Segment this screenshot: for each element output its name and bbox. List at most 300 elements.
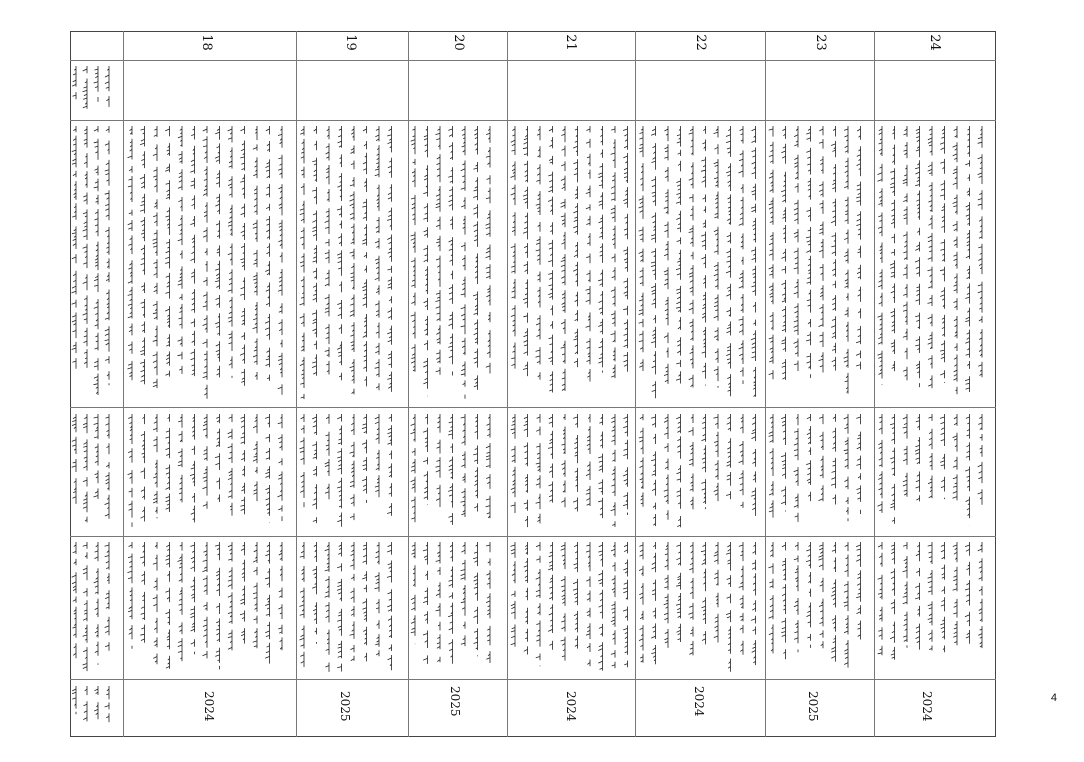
script-word	[253, 583, 257, 612]
script-word	[624, 661, 627, 668]
script-word	[375, 475, 379, 497]
script-word	[351, 263, 355, 290]
script-word	[714, 159, 718, 188]
script-word	[690, 345, 693, 368]
script-word	[72, 414, 76, 432]
script-word	[664, 189, 668, 214]
script-word	[940, 180, 944, 200]
script-word	[831, 635, 835, 661]
script-word	[106, 126, 109, 133]
script-word	[727, 194, 730, 224]
script-word	[561, 161, 565, 171]
script-word	[856, 351, 861, 359]
script-word	[928, 126, 932, 156]
script-word	[561, 254, 565, 285]
script-word	[216, 603, 219, 614]
script-word	[375, 145, 379, 177]
script-word	[857, 432, 861, 451]
script-word	[587, 426, 590, 454]
script-word	[689, 162, 693, 188]
script-word	[819, 139, 823, 149]
script-word	[562, 460, 566, 476]
script-word	[703, 126, 705, 134]
script-word	[740, 414, 743, 433]
script-word	[325, 347, 329, 357]
script-word	[267, 141, 270, 152]
script-word	[794, 620, 798, 643]
script-word	[128, 220, 132, 231]
script-word	[179, 431, 183, 442]
script-word	[241, 204, 245, 218]
script-word	[598, 542, 602, 567]
script-word	[664, 364, 668, 384]
script-word	[586, 338, 590, 364]
script-word	[337, 448, 341, 474]
script-word	[424, 126, 428, 157]
script-word	[411, 595, 415, 611]
script-word	[487, 175, 490, 184]
script-word	[375, 256, 379, 281]
script-word	[689, 126, 693, 155]
script-word	[940, 454, 944, 469]
script-word	[808, 492, 810, 501]
script-word	[141, 151, 144, 168]
script-word	[523, 187, 527, 209]
script-word	[140, 194, 144, 214]
script-word	[241, 542, 245, 555]
script-word	[903, 581, 907, 604]
script-word	[611, 650, 615, 658]
script-word	[325, 484, 329, 500]
script-word	[561, 213, 565, 228]
script-word	[525, 629, 527, 642]
script-word	[782, 207, 785, 222]
script-word	[486, 264, 490, 279]
script-word	[856, 542, 860, 567]
script-word	[740, 613, 743, 622]
script-word	[312, 187, 316, 204]
script-word	[586, 126, 590, 133]
script-word	[942, 315, 945, 337]
script-word	[228, 542, 232, 562]
script-word	[782, 584, 786, 614]
script-word	[537, 514, 540, 524]
script-word	[340, 154, 342, 167]
script-word	[915, 160, 919, 186]
script-word	[229, 356, 232, 368]
script-word	[940, 340, 944, 362]
script-word	[782, 306, 786, 332]
script-word	[388, 184, 392, 202]
script-word	[857, 126, 860, 140]
script-word	[966, 414, 970, 439]
script-word	[140, 359, 144, 384]
script-word	[365, 376, 367, 386]
script-word	[487, 330, 490, 358]
script-word	[351, 322, 355, 352]
script-word	[752, 600, 755, 611]
script-word	[664, 629, 668, 648]
script-word	[95, 242, 98, 271]
script-word	[376, 217, 379, 233]
script-word	[611, 311, 615, 327]
script-word	[537, 126, 540, 140]
script-word	[326, 663, 330, 672]
script-word	[486, 285, 490, 305]
script-word	[917, 228, 919, 235]
script-word	[599, 624, 603, 637]
script-word	[280, 566, 282, 581]
script-word	[105, 542, 109, 570]
script-word	[954, 316, 957, 338]
script-word	[808, 572, 810, 583]
script-word	[192, 331, 195, 346]
column-number: 18	[198, 34, 214, 51]
column-number: 19	[342, 34, 358, 51]
script-word	[857, 146, 861, 176]
script-word	[979, 586, 982, 595]
script-word	[739, 270, 743, 288]
script-word	[538, 603, 541, 615]
script-word	[363, 341, 366, 372]
script-word	[966, 442, 970, 460]
script-word	[229, 414, 232, 422]
script-word	[387, 372, 391, 392]
script-word	[536, 569, 540, 598]
column-number: 23	[812, 34, 828, 51]
script-word	[891, 249, 895, 256]
script-word	[806, 332, 810, 346]
script-word	[587, 643, 590, 652]
script-word	[651, 143, 655, 170]
script-word	[858, 287, 861, 302]
script-word	[769, 126, 773, 137]
script-word	[73, 597, 76, 603]
script-word	[953, 621, 957, 645]
script-word	[129, 501, 132, 518]
script-word	[611, 365, 615, 379]
script-word	[473, 221, 477, 247]
script-word	[376, 450, 379, 471]
script-word	[739, 150, 744, 177]
script-word	[203, 414, 207, 438]
script-word	[140, 542, 144, 566]
script-word	[412, 168, 415, 187]
script-word	[166, 371, 170, 377]
script-word	[72, 313, 76, 339]
script-word	[575, 186, 578, 199]
script-word	[280, 252, 282, 262]
script-word	[856, 326, 861, 344]
script-word	[599, 192, 603, 209]
script-word	[474, 607, 478, 624]
script-word	[411, 258, 415, 289]
script-word	[153, 555, 157, 571]
script-word	[878, 646, 882, 656]
script-word	[191, 269, 194, 284]
script-word	[350, 249, 354, 260]
script-word	[940, 159, 944, 174]
script-word	[808, 319, 811, 327]
script-word	[364, 585, 367, 593]
script-word	[413, 565, 415, 587]
script-word	[73, 92, 77, 99]
script-word	[165, 239, 169, 268]
script-word	[549, 335, 553, 365]
script-word	[128, 361, 133, 380]
script-word	[436, 350, 440, 364]
script-word	[128, 342, 132, 354]
script-word	[978, 489, 982, 505]
script-word	[965, 580, 970, 605]
script-word	[942, 586, 945, 594]
script-word	[548, 542, 552, 571]
script-word	[105, 227, 109, 255]
script-word	[73, 171, 76, 178]
script-word	[436, 290, 441, 321]
script-word	[265, 568, 269, 587]
script-word	[413, 159, 415, 165]
script-word	[191, 506, 195, 523]
script-word	[204, 202, 207, 222]
script-word	[573, 414, 577, 428]
script-word	[376, 383, 379, 390]
script-word	[449, 513, 453, 525]
script-word	[953, 542, 957, 562]
script-word	[809, 589, 811, 597]
script-word	[141, 507, 145, 522]
script-word	[978, 414, 982, 430]
script-word	[600, 243, 603, 263]
script-word	[315, 628, 317, 635]
script-word	[598, 163, 602, 188]
script-word	[449, 312, 453, 330]
script-word	[448, 603, 452, 634]
script-word	[891, 234, 894, 243]
script-word	[326, 432, 330, 456]
script-word	[739, 197, 743, 226]
script-word	[300, 542, 304, 559]
script-word	[702, 292, 705, 323]
script-word	[611, 139, 615, 168]
script-word	[486, 188, 490, 204]
script-word	[549, 641, 552, 650]
script-word	[178, 126, 182, 147]
script-word	[611, 502, 615, 516]
script-word	[954, 237, 957, 249]
script-word	[549, 137, 552, 148]
script-word	[651, 645, 655, 664]
script-word	[640, 268, 643, 287]
script-word	[449, 237, 453, 266]
script-word	[739, 566, 743, 591]
script-word	[640, 458, 644, 490]
script-word	[940, 126, 944, 154]
script-word	[228, 443, 232, 463]
script-word	[929, 414, 933, 421]
script-word	[769, 232, 773, 261]
script-word	[301, 139, 304, 164]
script-word	[165, 273, 169, 299]
script-word	[279, 542, 282, 561]
year-value: 2024	[564, 691, 578, 722]
script-word	[598, 270, 602, 287]
script-word	[525, 474, 528, 493]
script-word	[511, 467, 515, 498]
script-word	[677, 337, 680, 355]
script-word	[337, 250, 341, 275]
script-word	[689, 427, 694, 436]
script-word	[916, 414, 920, 430]
script-word	[278, 384, 282, 395]
script-word	[536, 191, 540, 215]
script-word	[216, 429, 220, 447]
script-word	[701, 232, 705, 250]
script-word	[300, 437, 305, 464]
script-word	[676, 211, 680, 233]
script-word	[191, 289, 194, 313]
script-word	[769, 500, 773, 517]
script-word	[846, 497, 848, 504]
script-word	[154, 436, 158, 452]
script-word	[94, 139, 98, 160]
column-number: 24	[926, 34, 942, 51]
script-word	[574, 329, 578, 355]
script-word	[929, 215, 933, 229]
script-word	[704, 206, 706, 213]
script-word	[94, 374, 99, 396]
script-word	[904, 206, 908, 224]
script-word	[664, 241, 668, 260]
script-word	[156, 507, 158, 514]
script-word	[551, 305, 553, 315]
script-word	[312, 310, 317, 338]
script-word	[255, 126, 257, 140]
script-word	[203, 166, 207, 196]
script-word	[388, 277, 392, 290]
script-word	[217, 366, 220, 378]
script-word	[943, 646, 945, 653]
script-word	[266, 184, 270, 197]
script-word	[511, 126, 515, 155]
script-word	[665, 297, 668, 326]
script-word	[809, 447, 811, 455]
script-word	[770, 542, 773, 557]
script-word	[690, 578, 693, 599]
script-word	[128, 139, 133, 160]
script-word	[611, 466, 615, 496]
script-word	[978, 282, 982, 313]
script-word	[203, 617, 207, 648]
script-word	[703, 195, 706, 203]
script-word	[130, 126, 133, 135]
script-word	[769, 563, 774, 574]
script-word	[350, 359, 354, 383]
script-word	[586, 216, 590, 226]
script-word	[388, 266, 392, 273]
script-word	[845, 555, 848, 577]
script-word	[878, 188, 882, 206]
script-word	[677, 488, 681, 509]
script-word	[229, 147, 232, 168]
script-word	[832, 295, 835, 311]
script-word	[463, 380, 466, 386]
script-word	[587, 369, 590, 382]
script-word	[587, 591, 590, 602]
script-word	[165, 588, 169, 603]
script-word	[781, 337, 785, 352]
script-word	[612, 254, 616, 263]
script-word	[611, 331, 615, 343]
script-word	[424, 471, 428, 500]
script-word	[796, 414, 798, 425]
script-word	[831, 199, 835, 226]
script-word	[549, 414, 553, 427]
script-word	[586, 576, 590, 587]
script-word	[903, 542, 907, 549]
script-word	[651, 414, 655, 428]
script-word	[586, 312, 590, 331]
script-word	[83, 565, 87, 580]
script-word	[652, 480, 656, 496]
script-word	[326, 361, 329, 375]
year-value: 2024	[920, 691, 934, 722]
script-word	[651, 248, 656, 280]
script-word	[486, 147, 490, 167]
script-word	[586, 486, 590, 506]
script-word	[741, 257, 743, 265]
script-word	[916, 361, 919, 378]
script-word	[753, 573, 755, 595]
script-word	[94, 702, 98, 719]
script-word	[512, 561, 515, 583]
script-word	[574, 435, 577, 463]
script-word	[536, 236, 540, 264]
script-word	[781, 144, 785, 164]
script-word	[891, 599, 895, 614]
script-word	[179, 366, 182, 374]
script-word	[375, 126, 379, 141]
script-word	[524, 443, 528, 467]
script-word	[915, 437, 920, 464]
script-word	[436, 603, 440, 617]
script-word	[95, 542, 99, 561]
script-word	[84, 153, 87, 168]
script-word	[548, 604, 552, 633]
script-word	[611, 172, 615, 201]
script-word	[601, 149, 603, 157]
script-word	[73, 542, 76, 554]
script-word	[879, 607, 882, 622]
script-word	[819, 181, 823, 197]
script-word	[215, 313, 219, 336]
script-word	[769, 283, 773, 305]
script-word	[781, 486, 785, 505]
script-word	[437, 154, 441, 182]
script-word	[327, 126, 329, 139]
column-number: 20	[450, 34, 466, 51]
script-word	[612, 450, 615, 462]
script-word	[782, 249, 786, 262]
script-word	[240, 277, 244, 300]
script-word	[179, 622, 182, 634]
script-word	[423, 457, 427, 464]
script-word	[216, 221, 220, 239]
script-word	[548, 270, 552, 299]
script-word	[254, 481, 258, 501]
script-word	[72, 254, 76, 263]
script-word	[179, 475, 182, 503]
